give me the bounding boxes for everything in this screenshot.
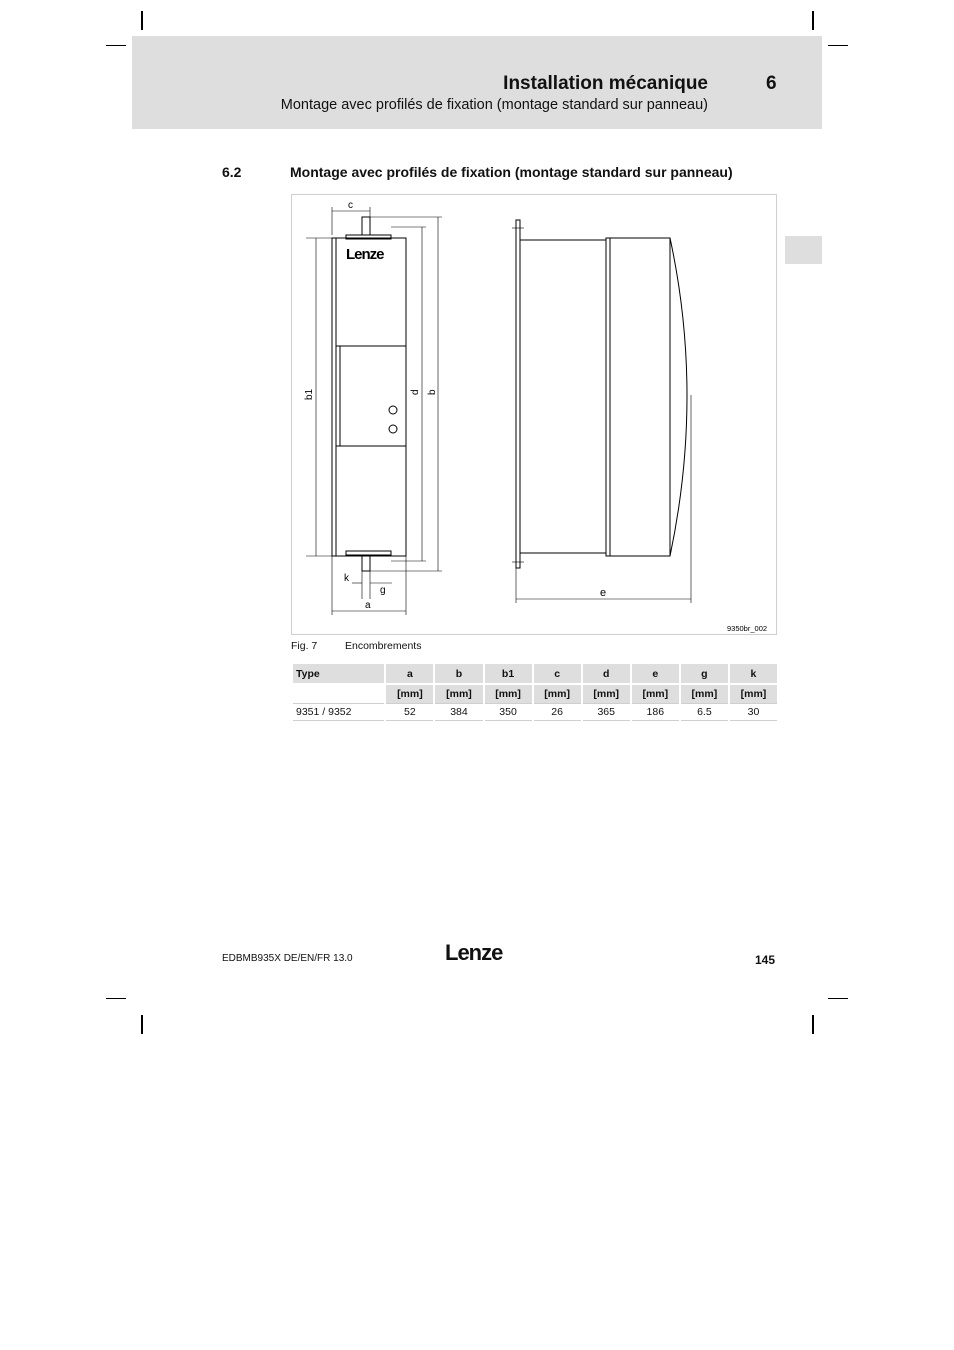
table-unit-cell: [mm] — [583, 685, 630, 703]
led-indicator — [389, 425, 397, 433]
side-view-body — [520, 240, 606, 553]
crop-mark — [812, 11, 814, 30]
section-title: Montage avec profilés de fixation (montage standard sur panneau) — [290, 164, 733, 180]
bottom-rail-tab — [362, 555, 370, 571]
top-rail-tab — [362, 217, 370, 235]
table-header-cell: c — [534, 664, 581, 685]
footer-logo: Lenze — [445, 940, 503, 965]
chapter-number: 6 — [766, 73, 777, 94]
crop-mark — [828, 998, 848, 999]
table-row — [293, 703, 777, 721]
drawing-svg — [292, 195, 778, 636]
side-view-front-cover — [606, 238, 670, 556]
table-header-cell: g — [681, 664, 728, 685]
table-unit-cell: [mm] — [632, 685, 679, 703]
dimensions-table — [291, 664, 779, 721]
table-cell: 350 — [485, 703, 532, 721]
dimension-drawing — [291, 194, 777, 635]
table-unit-cell: [mm] — [386, 685, 433, 703]
table-cell: 384 — [435, 703, 482, 721]
section-number: 6.2 — [222, 164, 242, 180]
table-unit-cell: [mm] — [485, 685, 532, 703]
table-header-cell: d — [583, 664, 630, 685]
dim-label-a: a — [365, 600, 371, 611]
table-unit-cell: [mm] — [730, 685, 777, 703]
chapter-title: Installation mécanique — [503, 73, 708, 94]
figure-number: Fig. 7 — [291, 640, 318, 652]
table-cell: 186 — [632, 703, 679, 721]
side-view-mount-plate — [516, 220, 520, 568]
crop-mark — [812, 1015, 814, 1034]
figure-image-id: 9350br_002 — [727, 624, 768, 633]
table-cell: 52 — [386, 703, 433, 721]
dim-label-b: b — [427, 389, 438, 395]
table-header-cell: b — [435, 664, 482, 685]
dim-label-e: e — [600, 587, 607, 599]
chapter-thumb-tab — [785, 236, 822, 264]
chapter-header — [132, 36, 822, 129]
table-cell: 30 — [730, 703, 777, 721]
led-indicator — [389, 406, 397, 414]
table-cell: 365 — [583, 703, 630, 721]
dim-label-b1: b1 — [304, 388, 315, 400]
dim-label-c: c — [348, 200, 353, 211]
table-header-cell: e — [632, 664, 679, 685]
crop-mark — [141, 11, 143, 30]
table-header-cell: k — [730, 664, 777, 685]
table-cell: 6.5 — [681, 703, 728, 721]
table-header-cell: b1 — [485, 664, 532, 685]
chapter-subtitle: Montage avec profilés de fixation (montage standard sur panneau) — [280, 97, 708, 113]
crop-mark — [106, 998, 126, 999]
table-header-cell: Type — [293, 664, 384, 685]
table-unit-row — [293, 685, 777, 703]
table-header-cell: a — [386, 664, 433, 685]
footer-doc-id: EDBMB935X DE/EN/FR 13.0 — [222, 953, 353, 964]
side-view-curved-front — [670, 238, 687, 556]
device-logo: Lenze — [346, 246, 384, 263]
table-unit-cell: [mm] — [534, 685, 581, 703]
dim-label-g: g — [380, 585, 386, 596]
table-header-cell — [293, 685, 384, 703]
crop-mark — [106, 45, 126, 46]
page-number: 145 — [755, 953, 776, 967]
crop-mark — [141, 1015, 143, 1034]
dim-label-d: d — [410, 389, 421, 395]
figure-caption: Encombrements — [345, 640, 422, 652]
table-unit-cell: [mm] — [681, 685, 728, 703]
front-view-body — [332, 238, 406, 556]
dim-label-k: k — [344, 573, 349, 584]
table-unit-cell: [mm] — [435, 685, 482, 703]
table-header-row — [293, 664, 777, 685]
bottom-mounting-rail — [346, 551, 391, 555]
table-cell: 9351 / 9352 — [293, 703, 384, 721]
table-cell: 26 — [534, 703, 581, 721]
crop-mark — [828, 45, 848, 46]
